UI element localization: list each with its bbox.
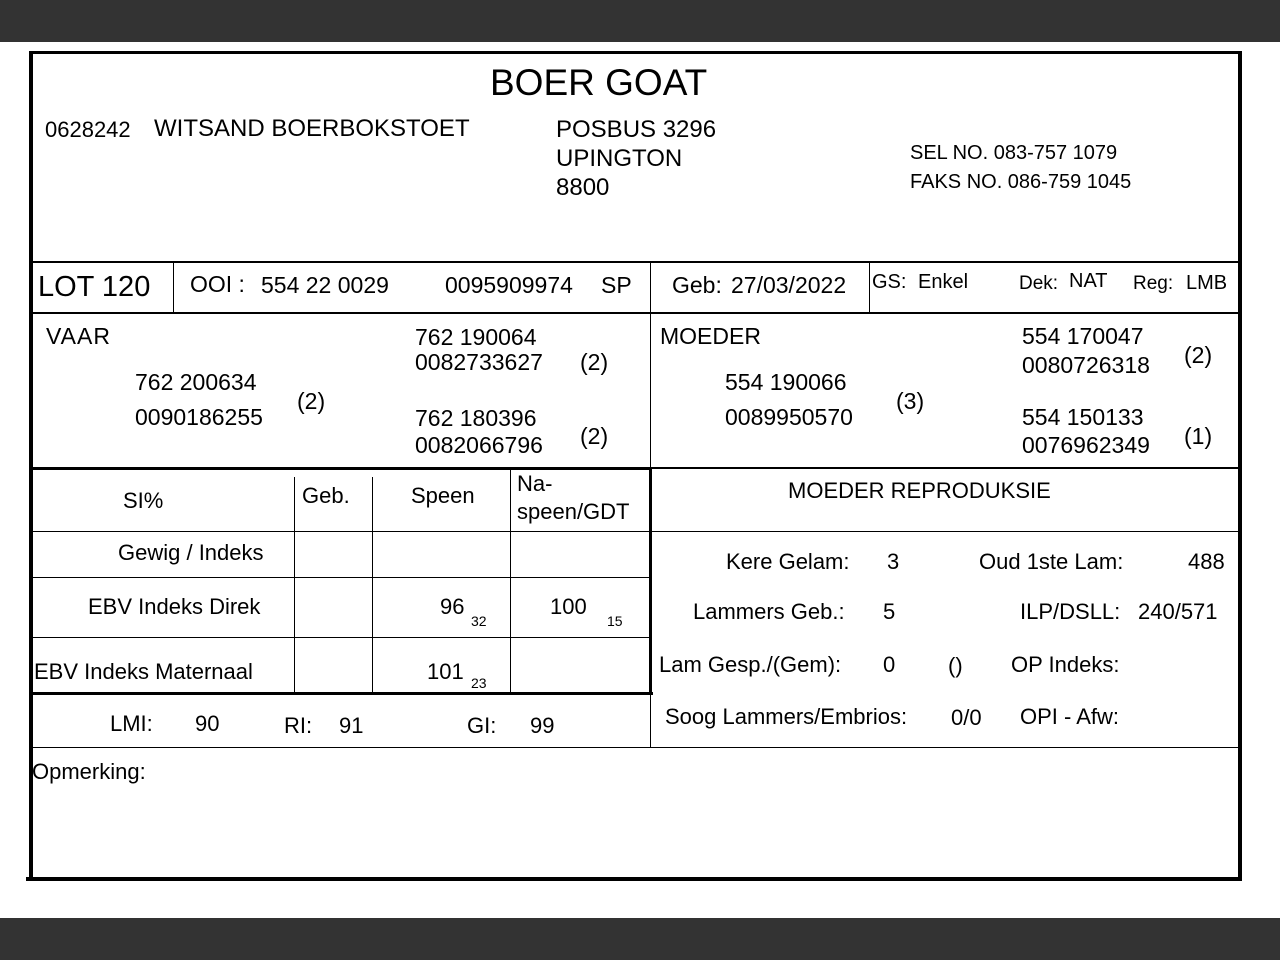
ebv-maternal-speen: 101 [427,659,464,684]
remarks-label: Opmerking: [32,759,146,784]
geb-header: Geb. [302,483,350,508]
speen-header: Speen [411,483,475,508]
dam-label: MOEDER [660,323,761,349]
row-label-ebv-direct: EBV Indeks Direk [88,594,261,619]
breeder-number: 0628242 [45,117,131,142]
lmi-value: 90 [195,711,220,736]
si-header: SI% [123,488,164,513]
dam-dam-id: 554 150133 [1022,404,1144,430]
document-title: BOER GOAT [490,62,708,103]
lmi-label: LMI: [110,711,153,736]
opi-afw-label: OPI - Afw: [1020,704,1120,729]
kere-gelam-label: Kere Gelam: [726,549,850,574]
address-line-3: 8800 [556,174,610,201]
sire-dam-id: 762 180396 [415,405,537,431]
soog-lammers-label: Soog Lammers/Embrios: [665,704,908,729]
birth-status-label: GS: [872,271,907,293]
dam-dam-registration: 0076962349 [1022,432,1150,458]
oud-1ste-lam-value: 488 [1188,549,1225,574]
address-line-1: POSBUS 3296 [556,116,717,143]
birth-date: 27/03/2022 [731,272,847,298]
cell-number: SEL NO. 083-757 1079 [910,142,1118,164]
op-indeks-label: OP Indeks: [1011,652,1120,677]
ebv-maternal-speen-accuracy: 23 [471,675,487,691]
ooi-code: SP [601,272,632,298]
register-value: LMB [1186,272,1228,294]
sire-dam-grade: (2) [580,423,609,449]
kere-gelam-value: 3 [887,549,900,574]
mating-value: NAT [1069,270,1108,292]
ri-value: 91 [339,713,364,738]
sire-dam-registration: 0082066796 [415,432,543,458]
ooi-registration: 0095909974 [445,272,573,298]
dam-dam-grade: (1) [1184,423,1213,449]
lam-gesp-gem: () [948,653,963,678]
ebv-direct-speen: 96 [440,594,465,619]
ebv-direct-naspeen: 100 [550,594,587,619]
sire-id: 762 200634 [135,369,257,395]
address-line-2: UPINGTON [556,145,683,172]
sire-sire-grade: (2) [580,349,609,375]
soog-lammers-value: 0/0 [951,705,982,730]
lam-gesp-value: 0 [883,652,896,677]
sire-sire-registration: 0082733627 [415,349,543,375]
gi-label: GI: [467,713,497,738]
lot-number: LOT 120 [38,271,151,303]
gi-value: 99 [530,713,555,738]
lam-gesp-label: Lam Gesp./(Gem): [659,652,842,677]
row-label-weight-index: Gewig / Indeks [118,540,264,565]
ebv-direct-speen-accuracy: 32 [471,613,487,629]
dam-grade: (3) [896,388,925,414]
ilp-dsll-value: 240/571 [1138,599,1218,624]
dam-sire-registration: 0080726318 [1022,352,1150,378]
ri-label: RI: [284,713,313,738]
oud-1ste-lam-label: Oud 1ste Lam: [979,549,1124,574]
ooi-label: OOI : [190,271,245,297]
dam-id: 554 190066 [725,369,847,395]
register-label: Reg: [1133,273,1174,294]
naspeen-header-line-1: Na- [517,471,553,496]
birth-date-label: Geb: [672,272,722,298]
mating-label: Dek: [1019,273,1059,294]
dam-reproduction-title: MOEDER REPRODUKSIE [788,478,1051,503]
birth-status: Enkel [918,271,969,293]
lammers-geb-label: Lammers Geb.: [693,599,845,624]
fax-number: FAKS NO. 086-759 1045 [910,171,1132,193]
row-label-ebv-maternal: EBV Indeks Maternaal [34,659,253,684]
dam-sire-grade: (2) [1184,342,1213,368]
lammers-geb-value: 5 [883,599,896,624]
breeder-name: WITSAND BOERBOKSTOET [154,115,470,142]
dam-registration: 0089950570 [725,404,853,430]
sire-sire-id: 762 190064 [415,324,537,350]
ebv-direct-naspeen-accuracy: 15 [607,613,623,629]
sire-registration: 0090186255 [135,404,263,430]
ooi-id: 554 22 0029 [261,272,389,298]
dam-sire-id: 554 170047 [1022,323,1144,349]
naspeen-header-line-2: speen/GDT [517,499,630,524]
sire-label: VAAR [46,323,111,349]
sire-grade: (2) [297,388,326,414]
ilp-dsll-label: ILP/DSLL: [1020,599,1121,624]
